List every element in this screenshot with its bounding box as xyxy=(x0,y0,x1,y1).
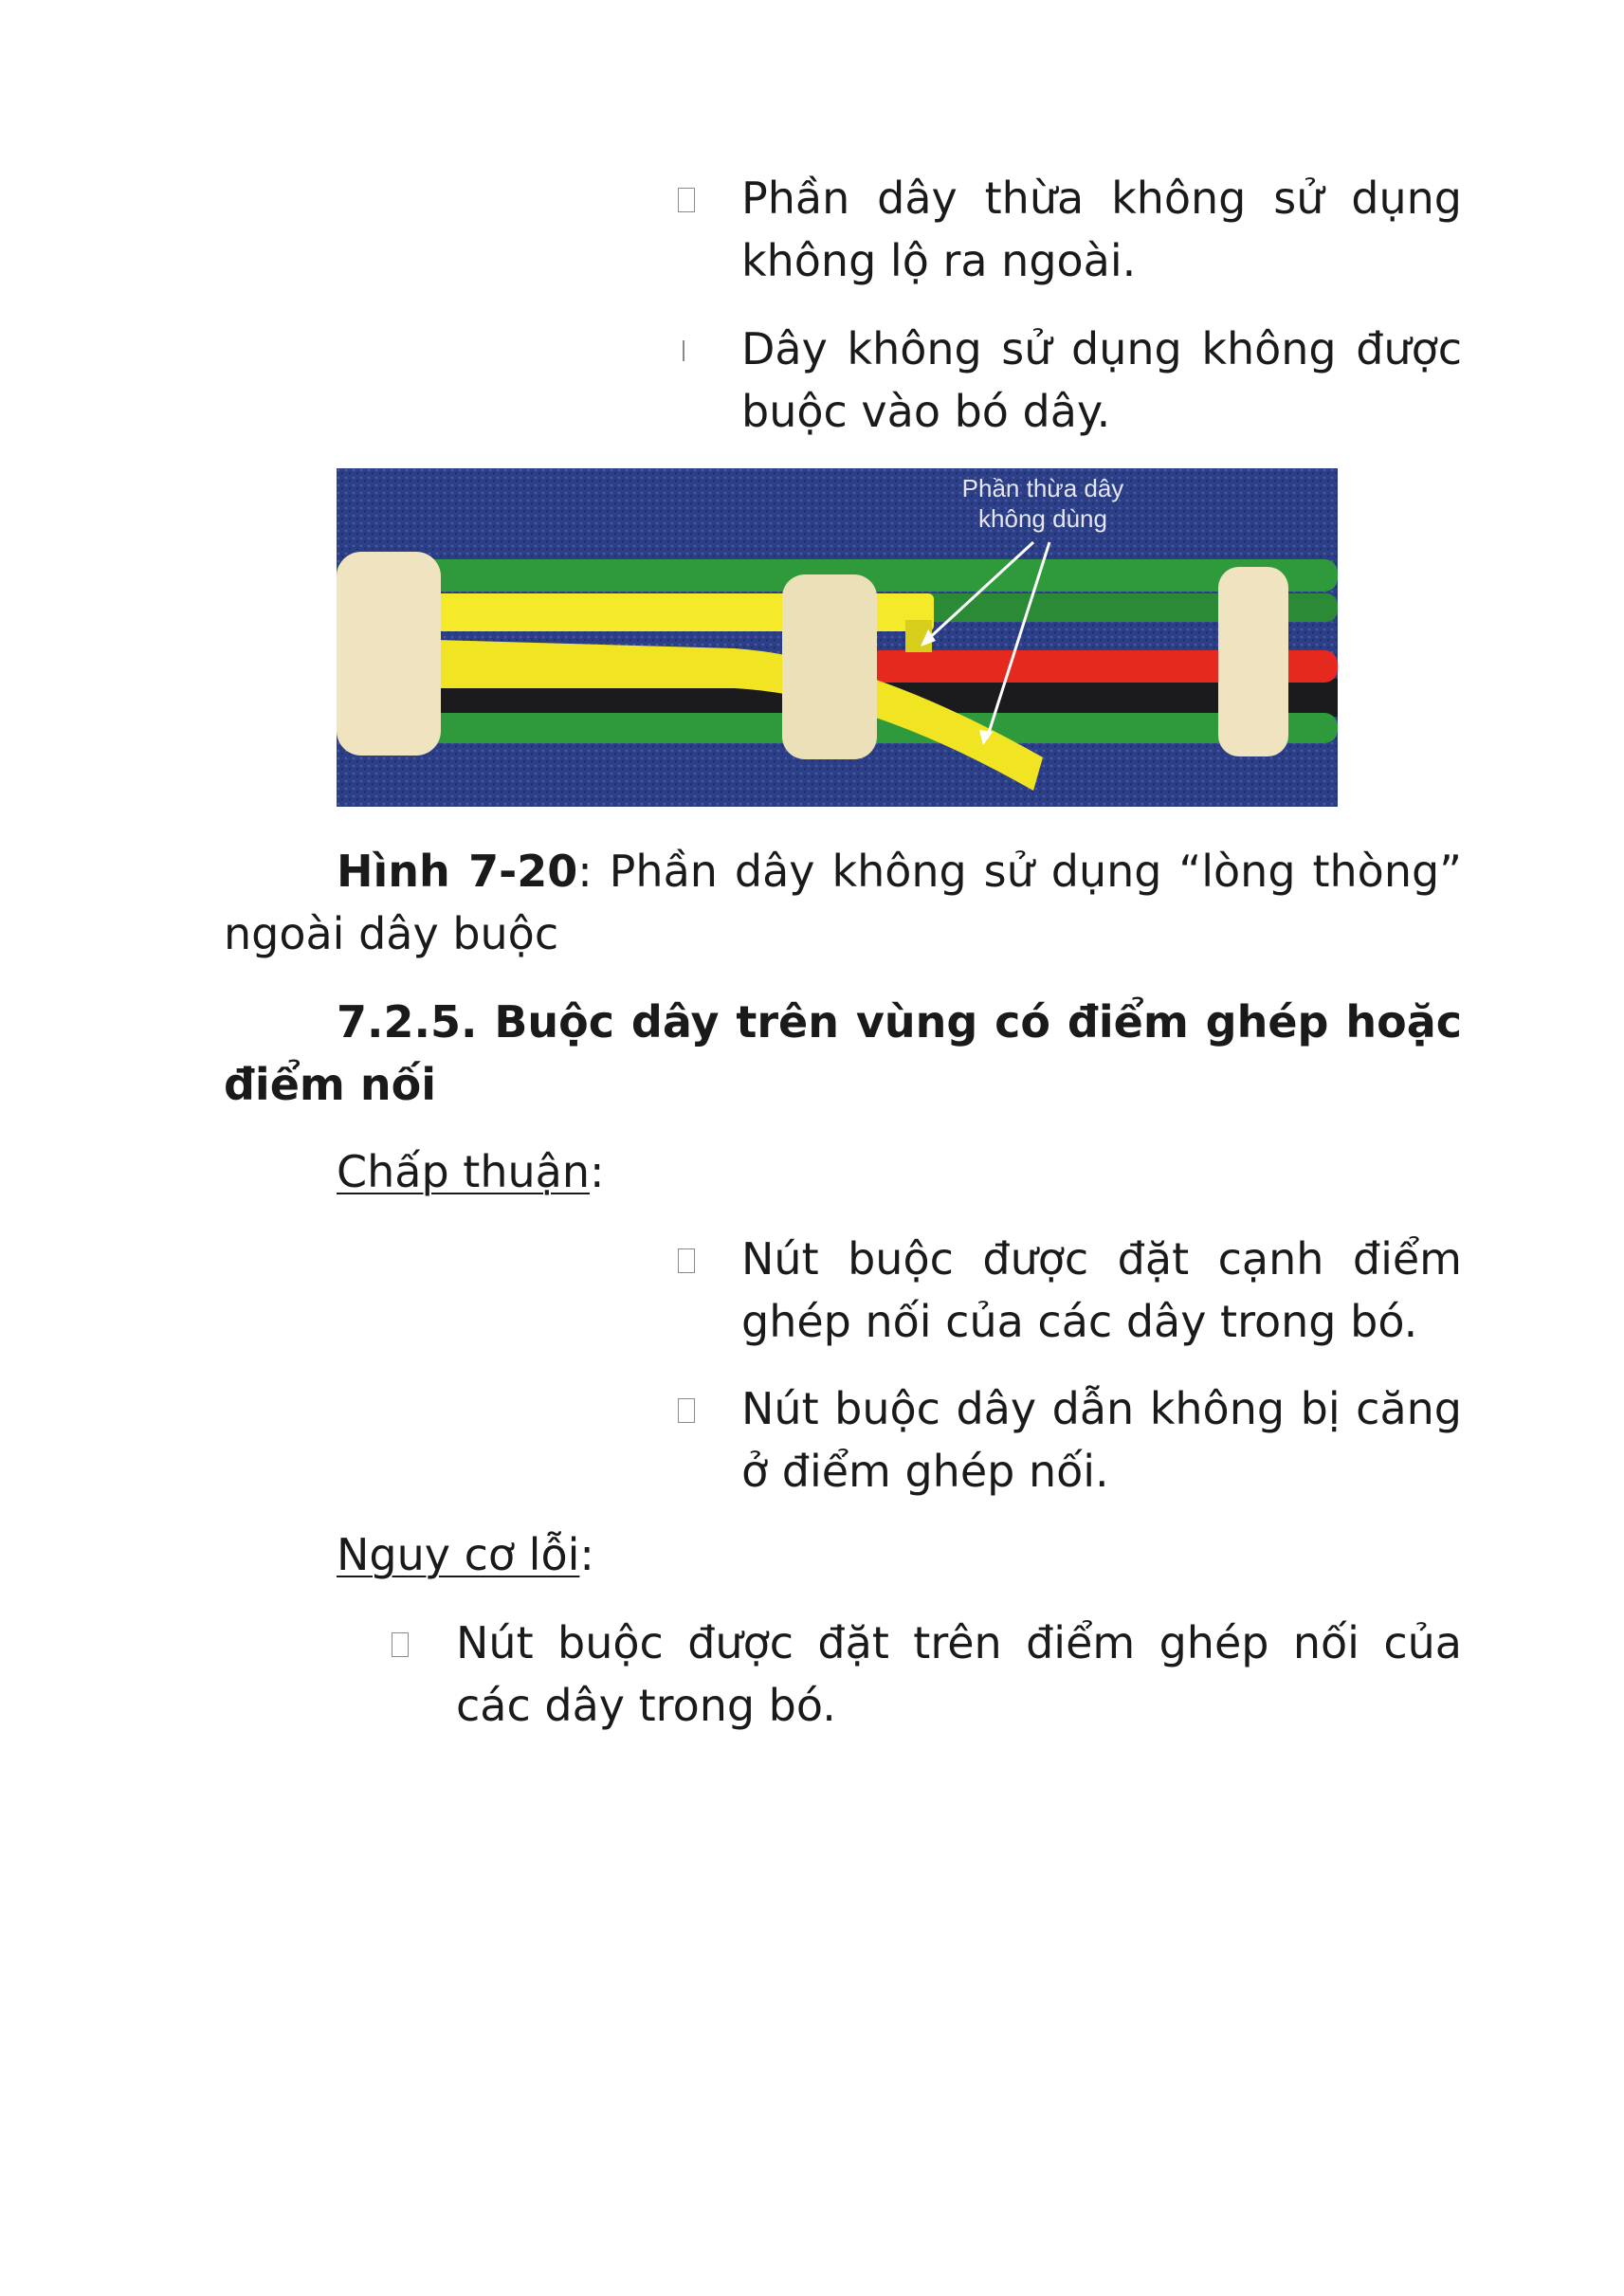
accept-bullet-1-text: Nút buộc được đặt cạnh điểm ghép nối của các dây trong bó. xyxy=(741,1233,1462,1347)
risk-bullet-1-text: Nút buộc được đặt trên điểm ghép nối của các dây trong bó. xyxy=(456,1617,1462,1731)
accept-label: Chấp thuận xyxy=(337,1146,590,1197)
accept-bullet-2-text: Nút buộc dây dẫn không bị căng ở điểm ghép nối. xyxy=(741,1383,1462,1497)
figure-wire-bundle-photo xyxy=(337,468,1338,807)
accept-bullet-2 xyxy=(675,1377,1462,1503)
figure-caption xyxy=(224,840,1462,965)
checkbox-bullet-icon xyxy=(678,1398,695,1423)
intro-bullet-2-text: Dây không sử dụng không được buộc vào bó dây. xyxy=(741,323,1462,437)
intro-bullet-1-text: Phần dây thừa không sử dụng không lộ ra ngoài. xyxy=(741,173,1462,286)
checkbox-bullet-icon xyxy=(678,188,695,212)
figure-caption-text: : Phần dây không sử dụng “lòng thòng” ngoài dây buộc xyxy=(224,846,1463,959)
intro-bullet-1 xyxy=(675,167,1462,292)
accept-label-line xyxy=(337,1140,604,1203)
figure-caption-label: Hình 7-20 xyxy=(337,846,578,897)
figure-annotation-line1: Phần thừa dây xyxy=(961,474,1124,502)
accept-bullet-1 xyxy=(675,1228,1462,1353)
accept-label-colon: : xyxy=(589,1146,605,1197)
risk-label-line xyxy=(337,1523,594,1586)
figure-annotation-line2: không dùng xyxy=(978,504,1107,533)
checkbox-bullet-icon xyxy=(678,1248,695,1273)
section-heading: 7.2.5. Buộc dây trên vùng có điểm ghép hoặc điểm nối xyxy=(224,996,1462,1110)
bar-bullet-icon xyxy=(683,340,684,361)
checkbox-bullet-icon xyxy=(392,1632,409,1657)
risk-label: Nguy cơ lỗi xyxy=(337,1529,580,1580)
intro-bullet-2 xyxy=(675,318,1462,443)
risk-label-colon: : xyxy=(579,1529,594,1580)
risk-bullet-1 xyxy=(392,1612,1462,1737)
